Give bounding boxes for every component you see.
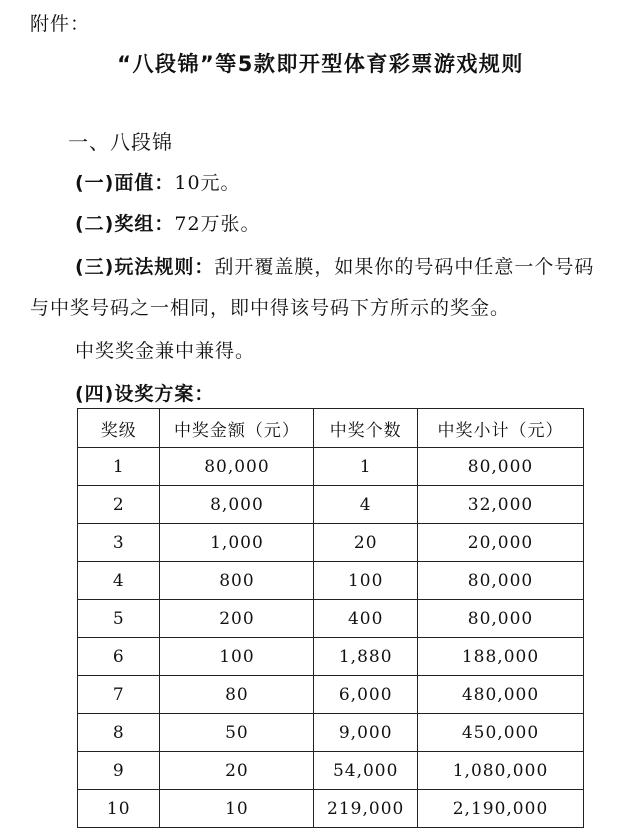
cell-amount: 80,000 — [160, 448, 314, 486]
cell-count: 4 — [314, 486, 418, 524]
rules-label: (三)玩法规则： — [75, 256, 215, 278]
cell-level: 10 — [78, 790, 160, 828]
rules-paragraph — [75, 255, 594, 279]
cell-subtotal: 188,000 — [418, 638, 584, 676]
cell-count: 9,000 — [314, 714, 418, 752]
face-value-label: (一)面值： — [75, 172, 175, 194]
table-row — [78, 486, 584, 524]
table-row — [78, 790, 584, 828]
prize-table — [77, 408, 584, 828]
cell-count: 1,880 — [314, 638, 418, 676]
table-row — [78, 448, 584, 486]
cell-subtotal: 80,000 — [418, 600, 584, 638]
rules-text-line2: 与中奖号码之一相同，即中得该号码下方所示的奖金。 — [30, 297, 511, 319]
header-amount: 中奖金额（元） — [160, 409, 314, 448]
table-row — [78, 524, 584, 562]
document-title: “八段锦”等5款即开型体育彩票游戏规则 — [117, 52, 524, 76]
table-row — [78, 600, 584, 638]
table-row — [78, 752, 584, 790]
table-row — [78, 562, 584, 600]
cell-count: 54,000 — [314, 752, 418, 790]
face-value-text: 10元。 — [174, 172, 241, 194]
header-count: 中奖个数 — [314, 409, 418, 448]
cell-level: 9 — [78, 752, 160, 790]
prize-pool-paragraph — [75, 212, 261, 236]
face-value-paragraph — [75, 171, 241, 195]
cell-level: 5 — [78, 600, 160, 638]
cell-subtotal: 80,000 — [418, 562, 584, 600]
cell-amount: 100 — [160, 638, 314, 676]
cell-count: 219,000 — [314, 790, 418, 828]
header-level: 奖级 — [78, 409, 160, 448]
cell-level: 6 — [78, 638, 160, 676]
cell-level: 7 — [78, 676, 160, 714]
cell-level: 4 — [78, 562, 160, 600]
cell-subtotal: 1,080,000 — [418, 752, 584, 790]
cell-level: 1 — [78, 448, 160, 486]
cell-amount: 8,000 — [160, 486, 314, 524]
cell-amount: 80 — [160, 676, 314, 714]
cell-subtotal: 2,190,000 — [418, 790, 584, 828]
cell-count: 20 — [314, 524, 418, 562]
table-header-row — [78, 409, 584, 448]
cell-amount: 10 — [160, 790, 314, 828]
cell-level: 3 — [78, 524, 160, 562]
cell-count: 400 — [314, 600, 418, 638]
cell-level: 2 — [78, 486, 160, 524]
cell-subtotal: 80,000 — [418, 448, 584, 486]
cell-count: 100 — [314, 562, 418, 600]
cell-amount: 50 — [160, 714, 314, 752]
cell-subtotal: 20,000 — [418, 524, 584, 562]
cell-subtotal: 450,000 — [418, 714, 584, 752]
cell-count: 1 — [314, 448, 418, 486]
cell-amount: 200 — [160, 600, 314, 638]
table-row — [78, 714, 584, 752]
prize-plan-label: (四)设奖方案： — [75, 383, 215, 405]
cell-amount: 800 — [160, 562, 314, 600]
cell-subtotal: 480,000 — [418, 676, 584, 714]
rules-text-line1: 刮开覆盖膜，如果你的号码中任意一个号码 — [214, 256, 595, 278]
attachment-label: 附件： — [30, 13, 91, 35]
cell-level: 8 — [78, 714, 160, 752]
table-row — [78, 638, 584, 676]
prize-pool-label: (二)奖组： — [75, 213, 175, 235]
cell-amount: 20 — [160, 752, 314, 790]
section-heading: 一、八段锦 — [68, 130, 173, 154]
note-paragraph: 中奖奖金兼中兼得。 — [75, 340, 256, 362]
prize-pool-text: 72万张。 — [174, 213, 261, 235]
cell-subtotal: 32,000 — [418, 486, 584, 524]
cell-count: 6,000 — [314, 676, 418, 714]
header-subtotal: 中奖小计（元） — [418, 409, 584, 448]
table-row — [78, 676, 584, 714]
cell-amount: 1,000 — [160, 524, 314, 562]
